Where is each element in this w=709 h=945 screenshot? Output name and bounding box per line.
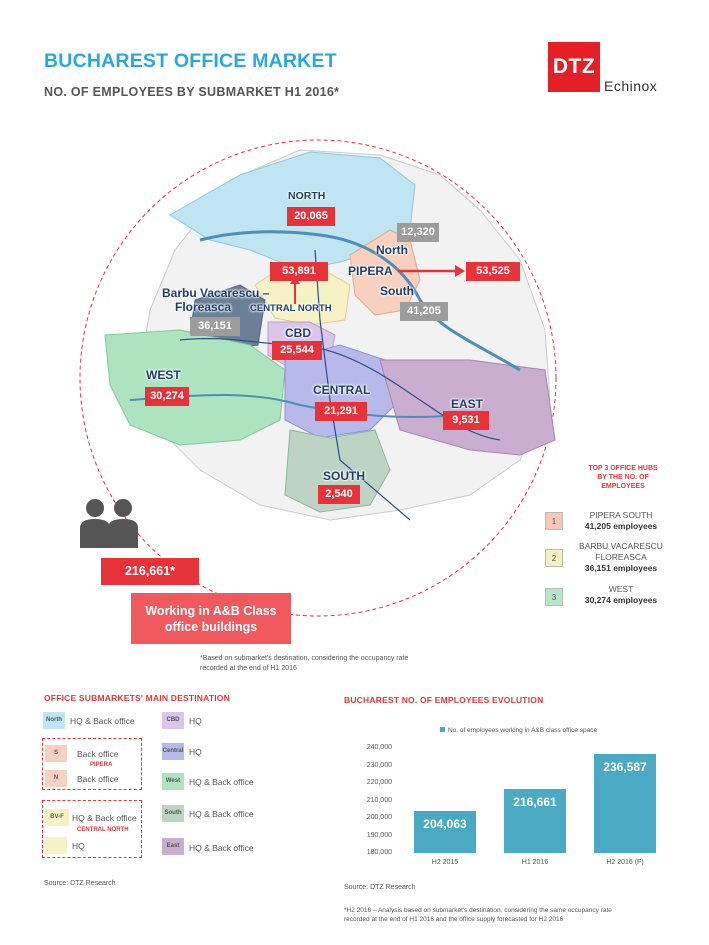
legend-central-north-label: HQ	[72, 841, 85, 851]
top3-item-3-name: WEST	[608, 584, 634, 594]
zone-label-pipera-north: North	[376, 243, 408, 257]
zone-label-west: WEST	[146, 368, 181, 382]
chart-footnote	[344, 906, 684, 924]
value-north: 20,065	[287, 207, 335, 226]
legend-bvf-swatch: BV-F	[45, 809, 69, 826]
top3-item-1-value: 41,205 employees	[584, 521, 658, 531]
legend-west-swatch: West	[162, 773, 184, 790]
y-tick-label: 240,000	[366, 744, 392, 751]
legend-cbd-label: HQ	[189, 716, 202, 726]
top3-item-2	[571, 541, 671, 574]
page-subtitle: NO. OF EMPLOYEES BY SUBMARKET H1 2016*	[44, 85, 340, 99]
zone-label-pipera-south: South	[380, 284, 414, 298]
legend-south-label: HQ & Back office	[189, 809, 254, 819]
destinations-source: Source: DTZ Research	[44, 880, 116, 887]
zone-label-central: CENTRAL	[313, 383, 371, 397]
x-category-label: H2 2015	[431, 859, 459, 866]
legend-pipera-south-swatch: S	[45, 745, 67, 762]
zone-label-pipera: PIPERA	[348, 264, 393, 278]
x-category-label: H2 2016 (F)	[606, 859, 644, 866]
y-tick-label: 190,000	[366, 831, 392, 839]
chart-legend-swatch	[440, 727, 445, 732]
legend-central-north-swatch	[45, 837, 67, 854]
value-east: 9,531	[443, 411, 489, 430]
y-tick-label: 230,000	[366, 761, 392, 769]
legend-central-label: HQ	[189, 747, 202, 757]
top3-rank-1: 1	[545, 512, 563, 530]
value-central-north: 53,891	[270, 262, 328, 281]
working-line2: office buildings	[164, 619, 258, 634]
dtz-logo: DTZ	[548, 42, 600, 92]
echinox-logo-text: Echinox	[604, 78, 658, 94]
chart-bar-value-label: 216,661	[513, 794, 557, 809]
zone-label-south: SOUTH	[323, 469, 365, 483]
legend-pipera-north-label: Back office	[77, 774, 119, 784]
top3-item-1	[571, 510, 671, 532]
top3-rank-2: 2	[545, 549, 563, 567]
legend-south-swatch: South	[162, 805, 184, 822]
top3-title-line3: EMPLOYEES	[601, 483, 645, 490]
top3-item-2-value: 36,151 employees	[584, 563, 658, 573]
top3-item-2-name-line1: BARBU VACARESCU	[579, 541, 663, 551]
zone-label-cbd: CBD	[285, 326, 311, 340]
destinations-title: OFFICE SUBMARKETS' MAIN DESTINATION	[44, 693, 230, 703]
top3-title	[573, 464, 673, 491]
top3-item-3-value: 30,274 employees	[584, 595, 658, 605]
top3-item-3	[571, 584, 671, 606]
top3-rank-3: 3	[545, 588, 563, 606]
legend-central-north-caption: CENTRAL NORTH	[77, 827, 129, 833]
top3-title-line2: BY THE NO. OF	[597, 474, 649, 481]
legend-east-swatch: East	[162, 838, 184, 855]
value-cbd: 25,544	[272, 341, 322, 360]
chart-legend-label: No. of employees working in A&B class office space	[448, 727, 598, 734]
zone-label-central-north: CENTRAL NORTH	[250, 303, 332, 314]
value-pipera-north: 12,320	[397, 223, 439, 242]
legend-north-label: HQ & Back office	[70, 716, 135, 726]
legend-east-label: HQ & Back office	[189, 843, 254, 853]
legend-pipera-south-label: Back office	[77, 749, 119, 759]
legend-north-swatch: North	[43, 712, 65, 729]
working-ab-class-badge	[131, 593, 291, 644]
legend-bvf-label: HQ & Back office	[72, 813, 137, 823]
zone-label-barbu-line2: Floreasca	[175, 300, 232, 314]
value-barbu: 36,151	[190, 317, 240, 336]
people-icon	[80, 499, 138, 548]
legend-cbd-swatch: CBD	[162, 712, 184, 729]
y-tick-label: 220,000	[366, 779, 392, 786]
page-title: BUCHAREST OFFICE MARKET	[44, 50, 337, 72]
y-tick-label: 200,000	[366, 814, 392, 821]
total-employees-badge: 216,661*	[101, 558, 199, 585]
map-footnote-line2: recorded at the end of H1 2016	[200, 665, 297, 672]
chart-source: Source: DTZ Research	[344, 884, 416, 891]
legend-west-label: HQ & Back office	[189, 777, 254, 787]
chart-footnote-line1: *H2 2016 – Analysis based on submarket's destination, considering the same occupancy rate	[344, 907, 612, 914]
top3-item-1-name: PIPERA SOUTH	[589, 510, 653, 520]
zone-label-east: EAST	[451, 397, 484, 411]
chart-bar-value-label: 236,587	[603, 759, 647, 774]
zone-label-north: NORTH	[288, 190, 326, 202]
y-tick-label: 180,000	[366, 849, 392, 856]
value-central: 21,291	[315, 402, 367, 421]
top3-title-line1: TOP 3 OFFICE HUBS	[588, 465, 658, 472]
map-footnote	[200, 654, 500, 674]
chart-footnote-line2: recorded at the end of H1 2016 and the office supply forecasted for H2 2016	[344, 916, 564, 923]
map-footnote-line1: *Based on submarket's destination, considering the occupancy rate	[200, 655, 409, 662]
chart-bar-value-label: 204,063	[423, 816, 467, 831]
chart-title: BUCHAREST NO. OF EMPLOYEES EVOLUTION	[344, 695, 544, 705]
value-south: 2,540	[318, 485, 360, 504]
value-west: 30,274	[145, 387, 189, 406]
zone-label-barbu-line1: Barbu Vacarescu –	[162, 286, 270, 300]
working-line1: Working in A&B Class	[145, 603, 277, 618]
legend-pipera-caption: PIPERA	[90, 762, 113, 768]
value-pipera: 53,525	[466, 262, 520, 281]
value-pipera-south: 41,205	[400, 302, 448, 321]
y-tick-label: 210,000	[366, 796, 392, 804]
employees-bar-chart	[340, 740, 680, 870]
x-category-label: H1 2016	[521, 859, 549, 866]
legend-central-swatch: Central	[162, 743, 184, 760]
chart-legend	[440, 727, 597, 734]
legend-pipera-north-swatch: N	[45, 770, 67, 787]
top3-item-2-name-line2: FLOREASCA	[595, 552, 647, 562]
